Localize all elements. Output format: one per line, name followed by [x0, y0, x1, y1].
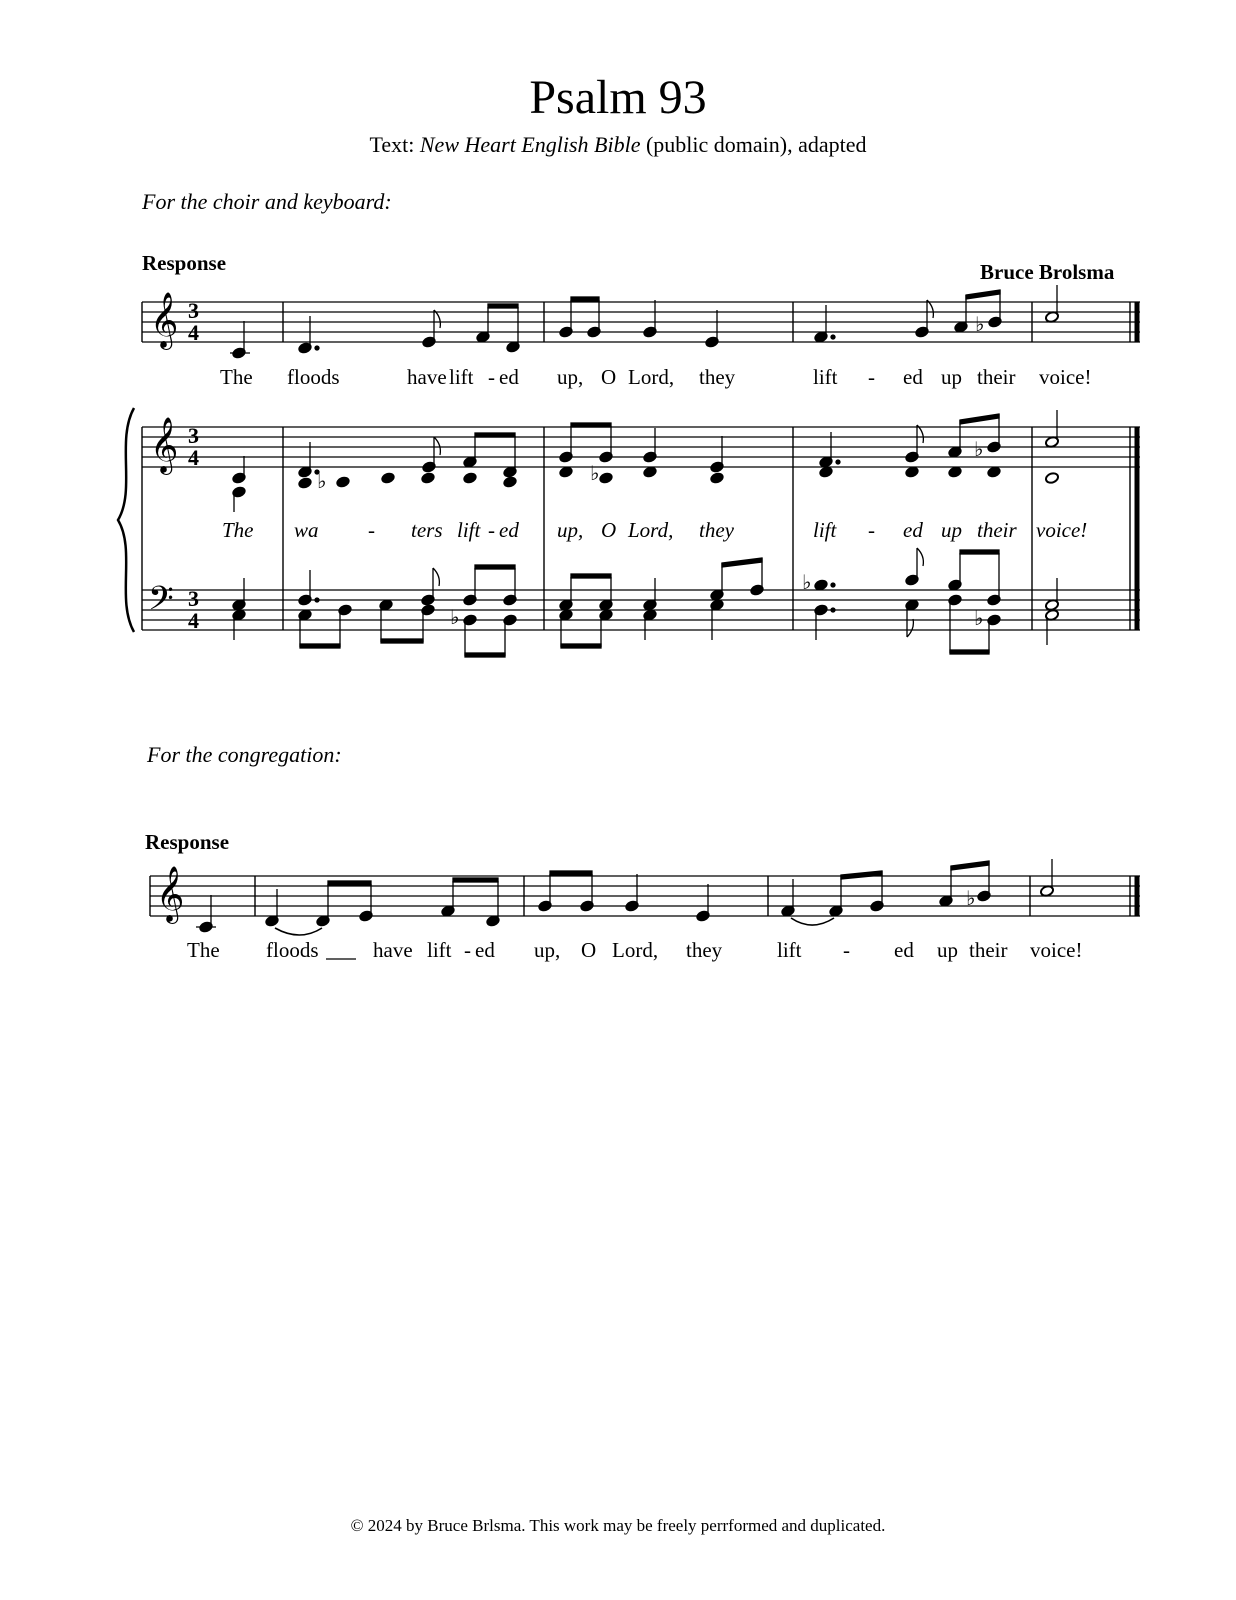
- keyboard-lyrics: [222, 518, 1087, 542]
- treble-clef-icon: 𝄞: [150, 417, 179, 473]
- svg-text:♭: ♭: [974, 437, 984, 461]
- congregation-lyric: ed: [894, 938, 914, 962]
- piano-treble-notes: [232, 410, 1060, 512]
- keyboard-lyric: The: [222, 518, 254, 542]
- keyboard-lyric: -: [368, 518, 375, 542]
- congregation-lyric: floods: [266, 938, 319, 962]
- congregation-lyric: Lord,: [612, 938, 659, 962]
- choir-lyric: -: [488, 365, 495, 389]
- congregation-lyric: voice!: [1030, 938, 1083, 962]
- choir-lyric: ed: [499, 365, 519, 389]
- congregation-response-label: Response: [145, 830, 230, 854]
- congregation-lyric: they: [686, 938, 723, 962]
- svg-text:♭: ♭: [317, 469, 327, 493]
- congregation-lyric: up: [937, 938, 958, 962]
- choir-lyric: lift: [813, 365, 838, 389]
- keyboard-lyric: their: [977, 518, 1017, 542]
- keyboard-lyric: lift: [457, 518, 481, 542]
- congregation-lyrics: [187, 938, 1082, 962]
- choir-lyric: lift: [449, 365, 474, 389]
- congregation-lyric: have: [373, 938, 413, 962]
- choir-lyric: The: [220, 365, 253, 389]
- keyboard-lyric: voice!: [1036, 518, 1088, 542]
- congregation-lyric: -: [464, 938, 471, 962]
- text-source-bible: New Heart English Bible: [419, 132, 641, 157]
- choir-lyric: floods: [287, 365, 340, 389]
- treble-clef-icon: 𝄞: [156, 866, 185, 922]
- choir-lyric: their: [977, 365, 1016, 389]
- congregation-lyric: up,: [534, 938, 561, 962]
- svg-text:♭: ♭: [966, 886, 976, 910]
- choir-lyric: they: [699, 365, 736, 389]
- text-source-suffix: (public domain), adapted: [640, 132, 867, 157]
- text-source-prefix: Text:: [369, 132, 420, 157]
- copyright-footer: © 2024 by Bruce Brlsma. This work may be freely perrformed and duplicated.: [350, 1516, 886, 1535]
- keyboard-lyric: lift: [813, 518, 837, 542]
- keyboard-lyric: Lord,: [628, 518, 674, 542]
- choir-lyric: up,: [557, 365, 584, 389]
- keyboard-lyric: -: [488, 518, 495, 542]
- choir-section-heading: For the choir and keyboard:: [142, 189, 392, 214]
- keyboard-lyric: O: [601, 518, 617, 542]
- treble-clef-icon: 𝄞: [150, 292, 179, 348]
- choir-lyric: -: [868, 365, 875, 389]
- congregation-staff: [150, 876, 1140, 916]
- congregation-section-heading: For the congregation:: [147, 742, 342, 767]
- choir-lyrics: [220, 365, 1091, 389]
- keyboard-lyric: up: [941, 518, 962, 542]
- time-sig-bottom: 4: [188, 320, 199, 345]
- congregation-lyric: ed: [475, 938, 495, 962]
- time-sig-top: 3: [188, 423, 199, 448]
- time-sig-bottom: 4: [188, 445, 199, 470]
- svg-text:♭: ♭: [590, 461, 600, 485]
- bass-clef-icon: 𝄢: [148, 580, 174, 626]
- svg-text:♭: ♭: [975, 312, 985, 336]
- svg-text:♭: ♭: [802, 570, 812, 594]
- choir-response-label: Response: [142, 251, 227, 275]
- congregation-lyric: lift: [777, 938, 802, 962]
- keyboard-lyric: they: [699, 518, 734, 542]
- choir-lyric: voice!: [1039, 365, 1092, 389]
- time-sig-top: 3: [188, 298, 199, 323]
- keyboard-lyric: ed: [499, 518, 519, 542]
- svg-text:♭: ♭: [974, 606, 984, 630]
- composer-credit: Bruce Brolsma: [980, 260, 1115, 284]
- keyboard-lyric: up,: [557, 518, 584, 542]
- choir-lyric: up: [941, 365, 962, 389]
- choir-lyric: O: [601, 365, 617, 389]
- choir-lyric: have: [407, 365, 447, 389]
- choir-lyric: Lord,: [628, 365, 675, 389]
- keyboard-lyric: ters: [411, 518, 443, 542]
- congregation-notes: [196, 859, 1054, 935]
- svg-text:♭: ♭: [450, 605, 460, 629]
- time-sig-bottom: 4: [188, 608, 199, 633]
- keyboard-lyric: ed: [903, 518, 923, 542]
- keyboard-lyric: -: [868, 518, 875, 542]
- keyboard-lyric: wa: [294, 518, 319, 542]
- page-title: Psalm 93: [529, 71, 707, 124]
- congregation-lyric: O: [581, 938, 597, 962]
- piano-bass-notes: [232, 548, 1060, 657]
- congregation-lyric: lift: [427, 938, 452, 962]
- congregation-lyric: The: [187, 938, 220, 962]
- grand-staff-brace-icon: [118, 408, 134, 632]
- time-sig-top: 3: [188, 586, 199, 611]
- congregation-lyric: -: [843, 938, 850, 962]
- choir-lyric: ed: [903, 365, 923, 389]
- congregation-lyric: their: [969, 938, 1008, 962]
